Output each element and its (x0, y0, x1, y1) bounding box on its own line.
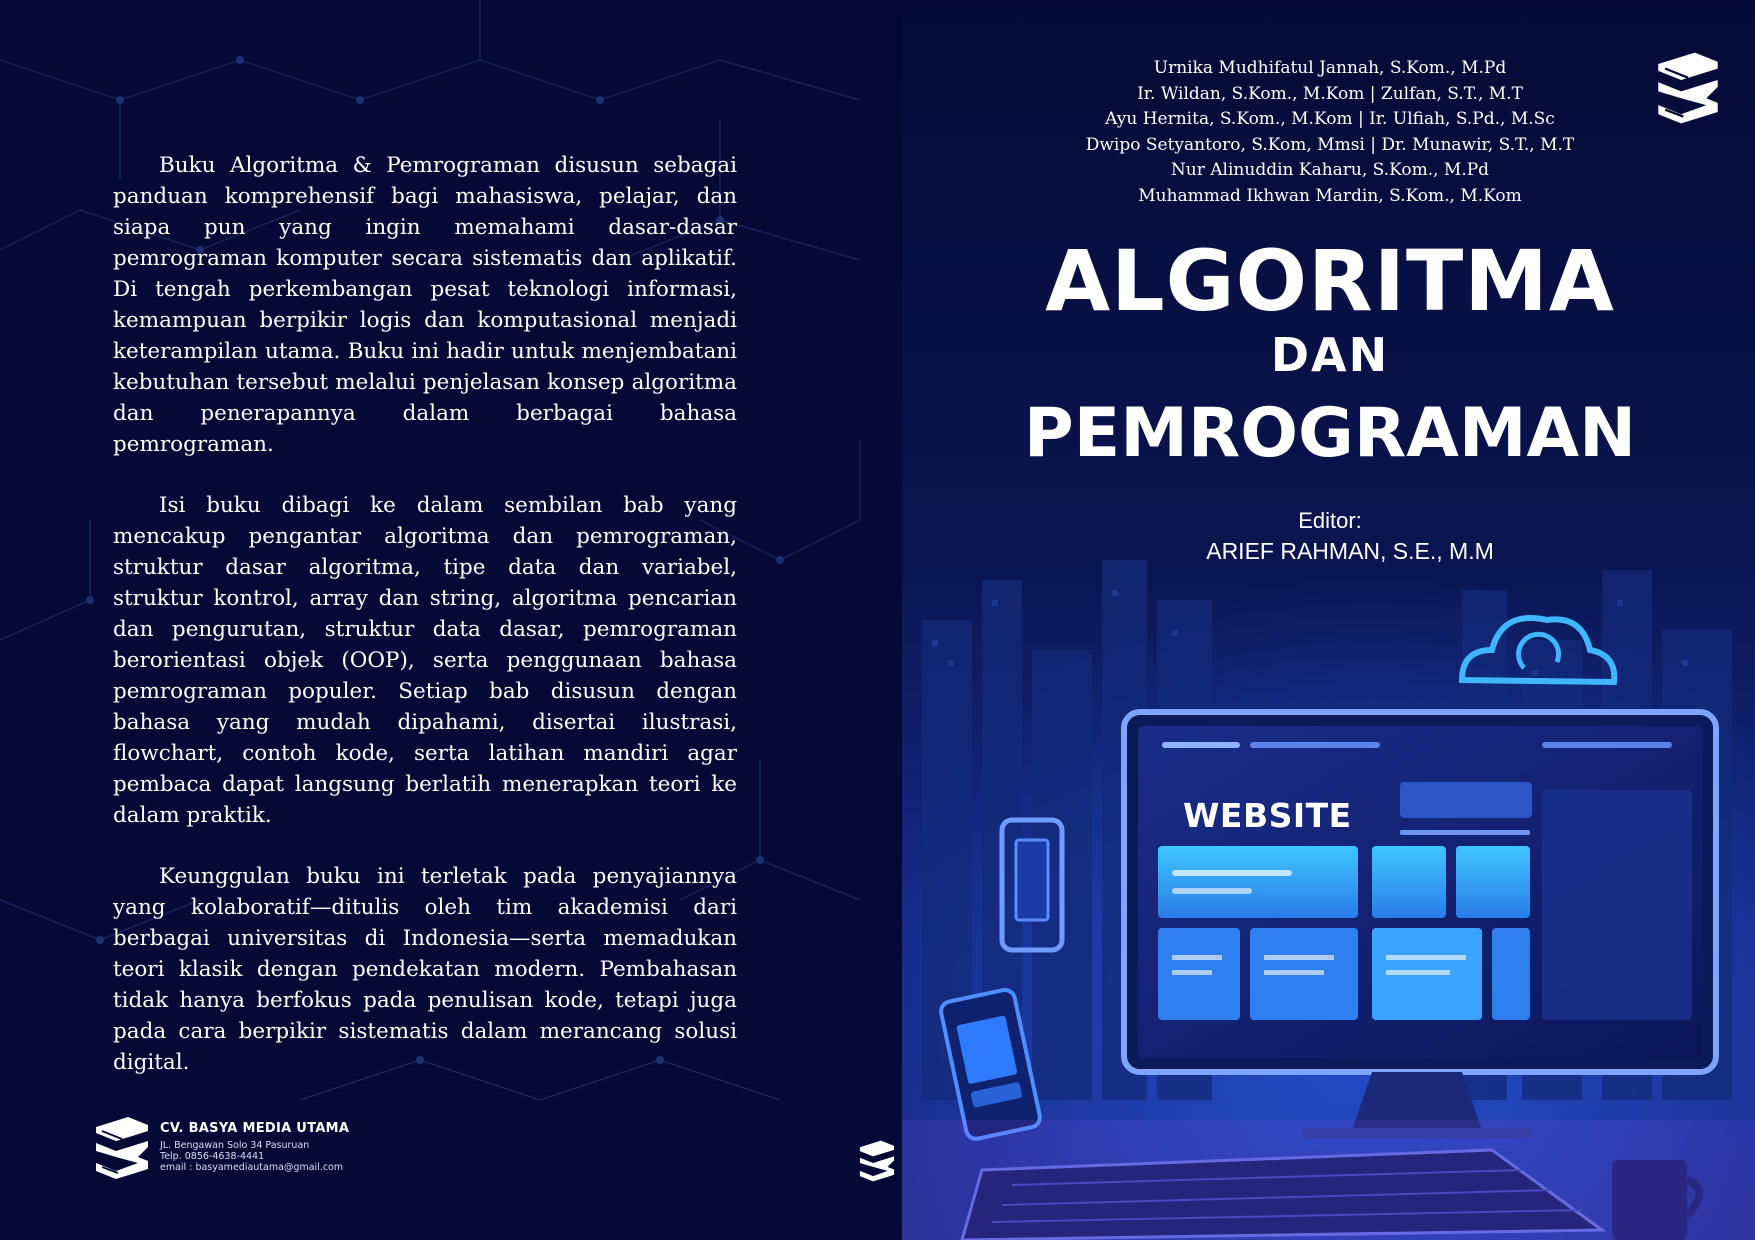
publisher-name: CV. BASYA MEDIA UTAMA (160, 1121, 350, 1136)
author-line: Nur Alinuddin Kaharu, S.Kom., M.Pd (1170, 160, 1490, 180)
book-title-line-2: DAN (1270, 328, 1390, 382)
blurb-paragraph-2: Isi buku dibagi ke dalam sembilan bab yang mencakup pengantar algoritma dan pemrograman, struktur dasar algoritma, tipe data dan variabel, struktur kontrol, array dan string, algoritma pencarian dan pengurutan, struktur data dasar, pemrograman berorientasi objek (OOP), serta penggunaan bahasa pemrograman populer. Setiap bab disusun dengan bahasa yang mudah dipahami, disertai ilustrasi, flowchart, contoh kode, serta latihan mandiri agar pembaca dapat langsung berlatih menerapkan teori ke dalam praktik. (113, 493, 737, 828)
author-line: Urnika Mudhifatul Jannah, S.Kom., M.Pd (1153, 58, 1507, 78)
spine-logo-icon (856, 1138, 898, 1184)
publisher-email: email : basyamediautama@gmail.com (160, 1162, 344, 1173)
author-line: Ir. Wildan, S.Kom., M.Kom | Zulfan, S.T., M.T (1137, 83, 1523, 104)
illustration-website-label: WEBSITE (1183, 796, 1352, 835)
front-publisher-logo-icon (1652, 48, 1724, 128)
author-line: Dwipo Setyantoro, S.Kom, Mmsi | Dr. Munawir, S.T., M.T (1085, 134, 1575, 155)
publisher-logo-icon (92, 1113, 152, 1183)
publisher-phone: Telp. 0856-4638-4441 (160, 1151, 265, 1162)
book-title-line-3: PEMROGRAMAN (1023, 394, 1637, 473)
blurb-paragraph-1: Buku Algoritma & Pemrograman disusun sebagai panduan komprehensif bagi mahasiswa, pelajar, dan siapa pun yang ingin memahami dasar-dasar pemrograman komputer secara sistematis dan aplikatif. Di tengah perkembangan pesat teknologi informasi, kemampuan berpikir logis dan komputasional menjadi keterampilan utama. Buku ini hadir untuk menjembatani kebutuhan tersebut melalui penjelasan konsep algoritma dan penerapannya dalam berbagai bahasa pemrograman. (113, 153, 737, 457)
publisher-address: JL. Bengawan Solo 34 Pasuruan (160, 1140, 310, 1151)
back-cover-blurb (113, 150, 737, 1108)
editor-name: ARIEF RAHMAN, S.E., M.M (1206, 538, 1494, 564)
author-line: Ayu Hernita, S.Kom., M.Kom | Ir. Ulfiah, S.Pd., M.Sc (1105, 109, 1555, 129)
author-list (1040, 56, 1620, 209)
editor-label: Editor: (1298, 508, 1362, 533)
publisher-block (92, 1113, 422, 1193)
book-title-line-1: ALGORITMA (1045, 232, 1615, 330)
blurb-paragraph-3: Keunggulan buku ini terletak pada penyajiannya yang kolaboratif—ditulis oleh tim akademisi dari berbagai universitas di Indonesia—serta memadukan teori klasik dengan pendekatan modern. Pembahasan tidak hanya berfokus pada penulisan kode, tetapi juga pada cara berpikir sistematis dalam merancang solusi digital. (113, 864, 737, 1075)
author-line: Muhammad Ikhwan Mardin, S.Kom., M.Kom (1138, 185, 1522, 206)
